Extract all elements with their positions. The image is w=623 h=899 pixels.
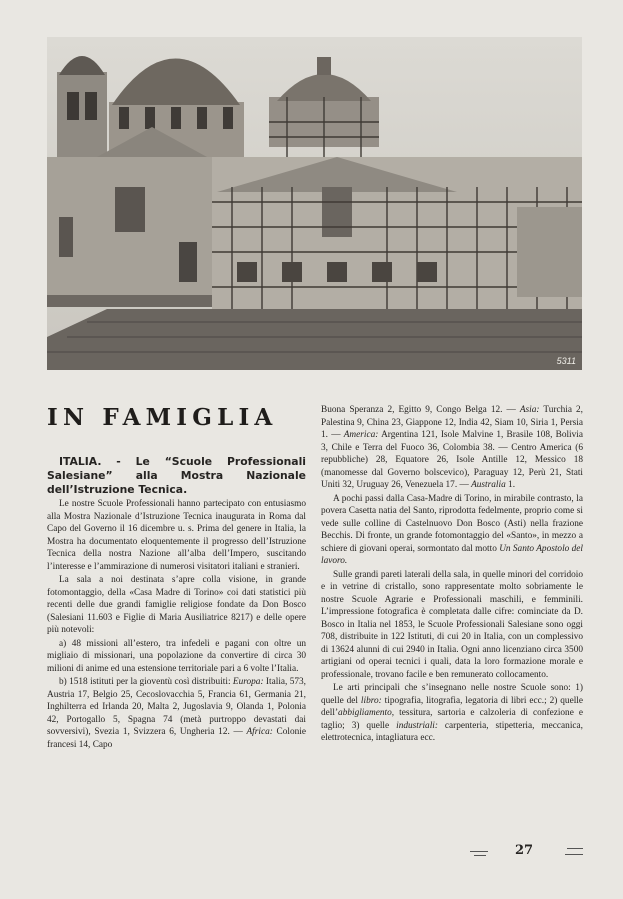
trade-category: libro: (360, 695, 382, 706)
text-run: Le arti principali che s’insegnano nelle nostre Scuole sono: 1) quelle del (321, 683, 583, 706)
article-subhead: ITALIA. - Le “Scuole Professionali Salesiane” alla Mostra Nazionale dell’Istruzione Tecnica. (47, 455, 306, 496)
photo-reference-mark: 5311 (556, 356, 576, 366)
text-run: A pochi passi dalla Casa-Madre di Torino, in mirabile contrasto, la povera Casetta natia del Santo, riprodotta fedelmente, proprio come si vede sulle colline di Castelnuovo Don Bosco (Asti) nella frazione Becchis. Di fronte, un grande fotomontaggio del «Santo», in mezzo a schiere di giovani operai, sormontato dal motto (321, 493, 583, 554)
left-column (47, 455, 306, 752)
paragraph (321, 404, 583, 492)
footer-ornament (565, 854, 583, 855)
text-run: Argentina 121, Isole Malvine 1, Brasile 108, Bolivia 3, Chile e Terra del Fuoco 36, Colombia 38. — Centro America (6 repubbliche) 28, Equatore 26, Isole Antille 12, Messico 18 (manomesse dal Governo bolscevico), Paraguay 12, Perù 21, Stati Uniti 32, Uruguay 26, Venezuela 17. — (321, 430, 584, 490)
trade-category: industriali: (396, 720, 438, 731)
paragraph (321, 682, 583, 745)
footer-ornament (470, 851, 488, 852)
church-construction-photo (47, 37, 582, 370)
section-headline: IN FAMIGLIA (47, 404, 278, 431)
paragraph: Le nostre Scuole Professionali hanno partecipato con entusiasmo alla Mostra Nazionale d’Istruzione Tecnica inaugurata in Roma dal Capo del Governo il 16 dicembre u. s. Prima del genere in Italia, la Mostra ha documentato eloquentemente il progresso dell’Istruzione Tecnica della nostra Nazione all’alba dell’Impero, suscitando l’interesse e l’ammirazione di numerosi visitatori italiani e stranieri. (47, 499, 306, 572)
text-run: Colonie francesi 14, Capo (47, 727, 306, 750)
text-run: tessitura, sartoria e calzoleria di confezione e taglio; 3) quelle (321, 708, 583, 731)
text-run: b) 1518 istituti per la gioventù così distribuiti: (59, 677, 233, 687)
text-run: Italia, 573, Austria 17, Belgio 25, Cecoslovacchia 5, Francia 61, Germania 21, Inghilterra ed Irlanda 20, Malta 2, Jugoslavia 9, Olanda 1, Polonia 42, Portogallo 5, Spagna 74 (metà purtroppo devastati dai sovversivi), Svezia 1, Svizzera 6, Ungheria 12. — (47, 677, 306, 737)
region-label: Asia: (519, 405, 540, 415)
page-number: 27 (515, 843, 534, 858)
text-run: 1. (505, 480, 516, 490)
text-run: Buona Speranza 2, Egitto 9, Congo Belga 12. — (321, 405, 520, 415)
text-run: Turchia 2, Palestina 9, China 23, Giappone 12, India 42, Siam 10, Siria 1, Persia 1. — (321, 405, 583, 440)
text-run: carpenteria, stipetteria, meccanica, elettrotecnica, intagliatura ecc. (321, 720, 583, 743)
paragraph (321, 493, 583, 568)
motto: Un Santo Apostolo del lavoro. (321, 543, 583, 566)
paragraph: La sala a noi destinata s’apre colla visione, in grande fotomontaggio, della «Casa Madre di Torino» coi dati statistici più recenti delle due grandi famiglie religiose fondate da Don Bosco (Salesiani 11.603 e Figlie di Maria Ausiliatrice 8217) e delle opere più notevoli: (47, 575, 306, 635)
text-run: tipografia, litografia, legatoria di libri ecc.; 2) quelle dell’ (321, 695, 583, 718)
paragraph: a) 48 missioni all’estero, tra infedeli e pagani con oltre un migliaio di missionari, una popolazione da convertire di circa 30 milioni di anime ed una estensione territoriale pari a 6 volte l’Italia. (47, 638, 306, 674)
trade-category: abbigliamento, (338, 708, 395, 718)
paragraph (47, 676, 306, 751)
region-label: America: (343, 430, 379, 440)
region-label: Africa: (246, 727, 273, 737)
right-column (321, 404, 583, 746)
paragraph: Sulle grandi pareti laterali della sala, in quelle minori del corridoio e in vetrine di cristallo, sono rappresentate molto sobriamente le nostre Scuole Agrarie e Professionali maschili, e femminili. L’impressione fotografica è completata dalle cifre: cominciate da D. Bosco in Italia nel 1853, le Scuole Professionali Salesiane sono oggi 708, distribuite in 122 Istituti, di cui 20 in Italia, con un complessivo di 13624 alunni di cui 2940 in Italia. Ogni anno licenziano circa 3500 artigiani od operai tecnici i quali, data la loro formazione morale e professionale, trovano facile e ben remunerato collocamento. (321, 569, 583, 680)
footer-ornament (567, 848, 583, 849)
footer-ornament (474, 855, 486, 856)
region-label: Europa: (232, 677, 264, 687)
region-label: Australia (471, 480, 506, 490)
